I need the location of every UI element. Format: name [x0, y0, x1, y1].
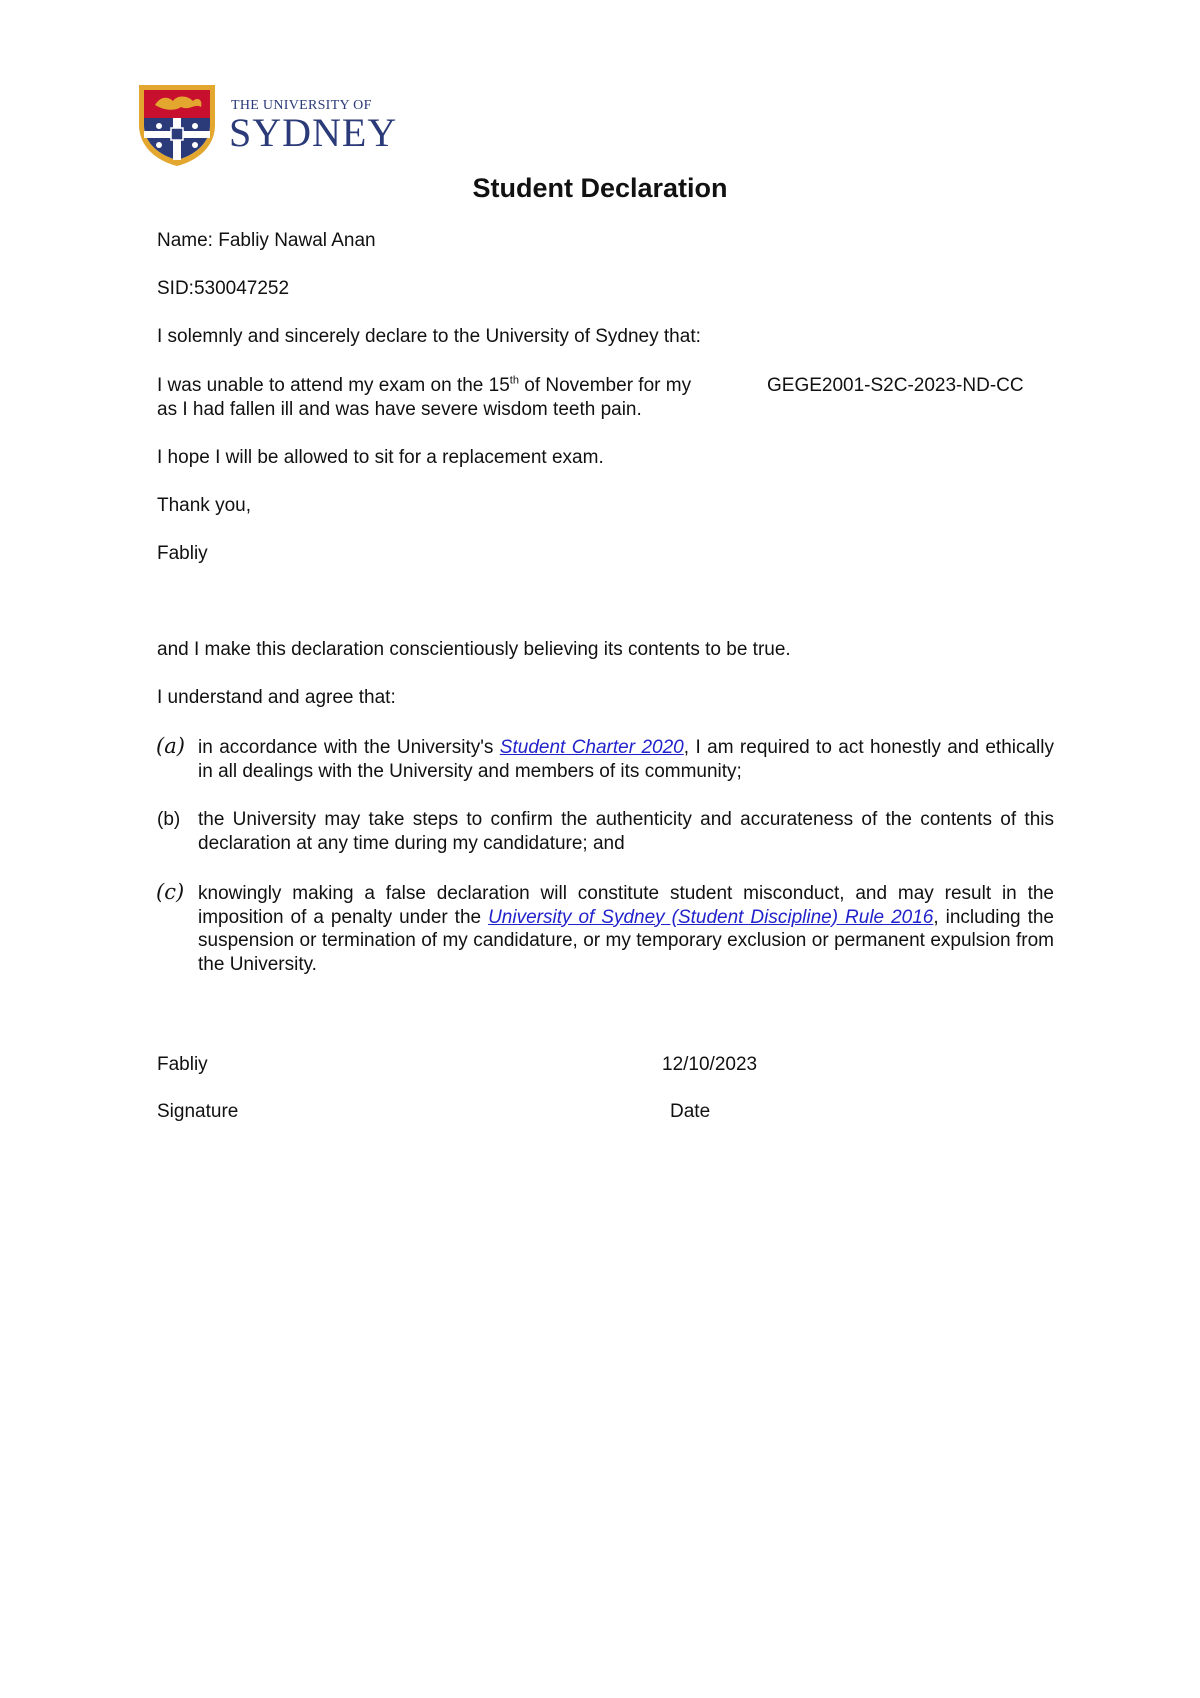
item-c-text-end: , including the suspension or termination of my candidature, or my temporary exclusion or permanent expulsion from the University.	[198, 906, 1054, 975]
item-a-text-end: , I am required to act honestly and ethically in all dealings with the University and members of its community;	[198, 737, 1054, 782]
statement-line-1-start: I was unable to attend my exam on the 15	[157, 375, 510, 396]
list-item-a	[198, 736, 1054, 783]
understand-heading: I understand and agree that:	[157, 687, 396, 708]
sign-off-name: Fabliy	[157, 543, 208, 564]
date-value: 12/10/2023	[662, 1054, 758, 1075]
list-item-c	[198, 882, 1054, 976]
university-crest-icon	[135, 81, 219, 167]
intro-statement: I solemnly and sincerely declare to the University of Sydney that:	[157, 326, 701, 347]
signature-value: Fabliy	[157, 1054, 208, 1075]
item-c-text-start: knowingly making a false declaration will constitute student misconduct, and may result in the imposition of a penalty under the	[198, 883, 1054, 928]
student-charter-link[interactable]: Student Charter 2020	[499, 737, 684, 758]
sid-field: SID:530047252	[157, 278, 290, 299]
logo-top-text: THE UNIVERSITY OF	[231, 98, 372, 113]
name-field: Name: Fabliy Nawal Anan	[157, 230, 376, 251]
ordinal-suffix: th	[509, 374, 519, 387]
item-marker-c: (c)	[156, 880, 185, 904]
item-a-text-start: in accordance with the University's	[198, 737, 500, 758]
item-marker-b: (b)	[157, 809, 181, 830]
thanks-text: Thank you,	[157, 495, 251, 516]
conscientious-declaration: and I make this declaration conscientiously believing its contents to be true.	[157, 639, 791, 660]
course-code: GEGE2001-S2C-2023-ND-CC	[767, 375, 1024, 396]
statement-line-1-end: of November for my	[518, 375, 692, 396]
signature-label: Signature	[157, 1101, 239, 1122]
university-logo	[135, 81, 398, 167]
discipline-rule-link[interactable]: University of Sydney (Student Discipline) Rule 2016	[488, 906, 934, 928]
statement-line-1	[157, 374, 691, 397]
hope-statement: I hope I will be allowed to sit for a replacement exam.	[157, 447, 604, 468]
logo-main-text: SYDNEY	[229, 110, 398, 155]
item-marker-a: (a)	[156, 734, 185, 758]
date-label: Date	[670, 1101, 711, 1122]
list-item-b: the University may take steps to confirm the authenticity and accurateness of the contents of this declaration at any time during my candidature; and	[198, 809, 1054, 854]
page-title: Student Declaration	[472, 173, 728, 203]
statement-line-2: as I had fallen ill and was have severe wisdom teeth pain.	[157, 399, 642, 420]
